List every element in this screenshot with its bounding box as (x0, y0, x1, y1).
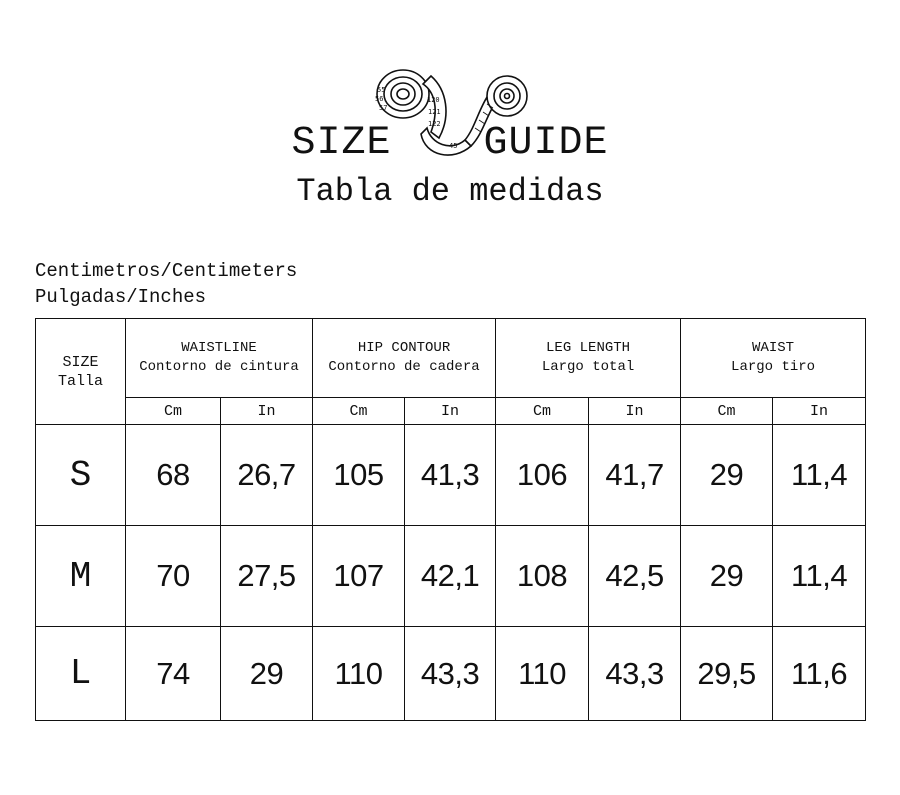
group-header-es: Contorno de cadera (328, 359, 480, 375)
group-header-en: WAIST (752, 340, 795, 356)
size-header-es: Talla (57, 372, 103, 390)
table-cell: 105 (313, 425, 405, 526)
tape-number: 121 (428, 108, 441, 116)
unit-header-in: In (589, 398, 681, 425)
units-note-centimeters: Centimetros/Centimeters (35, 260, 298, 282)
size-header-en: SIZE (62, 353, 99, 371)
unit-header-in: In (405, 398, 496, 425)
group-header-hip-contour (313, 319, 496, 398)
table-cell: 74 (126, 627, 221, 721)
table-cell: 106 (496, 425, 589, 526)
group-header-es: Largo tiro (731, 359, 816, 375)
table-cell: 42,1 (405, 526, 496, 627)
tape-number: 56 (375, 95, 384, 103)
table-cell: 41,7 (589, 425, 681, 526)
group-header-waist (681, 319, 866, 398)
size-column-header (36, 319, 126, 425)
page-subtitle: Tabla de medidas (296, 173, 604, 210)
group-header-es: Largo total (541, 359, 635, 375)
table-row (36, 526, 866, 627)
size-label: L (36, 627, 126, 721)
table-row (36, 425, 866, 526)
table-cell: 110 (496, 627, 589, 721)
title-size: SIZE (291, 121, 392, 166)
title-guide: GUIDE (483, 121, 609, 166)
table-cell: 70 (126, 526, 221, 627)
table-cell: 26,7 (221, 425, 313, 526)
table-cell: 29 (681, 526, 773, 627)
units-note-inches: Pulgadas/Inches (35, 286, 207, 308)
group-header-leg-length (496, 319, 681, 398)
table-cell: 43,3 (405, 627, 496, 721)
table-row (36, 627, 866, 721)
page-title (0, 120, 900, 168)
table-cell: 29 (221, 627, 313, 721)
table-cell: 11,4 (773, 425, 866, 526)
unit-header-in: In (221, 398, 313, 425)
table-cell: 27,5 (221, 526, 313, 627)
unit-header-cm: Cm (496, 398, 589, 425)
unit-header-cm: Cm (313, 398, 405, 425)
table-cell: 68 (126, 425, 221, 526)
table-cell: 11,6 (773, 627, 866, 721)
tape-number: 57 (379, 104, 388, 112)
table-cell: 107 (313, 526, 405, 627)
unit-header-in: In (773, 398, 866, 425)
size-label: M (36, 526, 126, 627)
group-header-en: HIP CONTOUR (357, 340, 451, 356)
group-header-waistline (126, 319, 313, 398)
unit-header-cm: Cm (126, 398, 221, 425)
group-header-en: LEG LENGTH (546, 340, 631, 356)
group-header-en: WAISTLINE (181, 340, 257, 356)
table-cell: 110 (313, 627, 405, 721)
table-cell: 11,4 (773, 526, 866, 627)
table-cell: 43,3 (589, 627, 681, 721)
size-table (35, 318, 866, 721)
tape-number: 122 (428, 120, 441, 128)
table-cell: 29 (681, 425, 773, 526)
table-cell: 108 (496, 526, 589, 627)
table-cell: 41,3 (405, 425, 496, 526)
unit-header-cm: Cm (681, 398, 773, 425)
table-cell: 42,5 (589, 526, 681, 627)
tape-number: 55 (377, 86, 386, 94)
tape-number: 120 (427, 96, 440, 104)
group-header-es: Contorno de cintura (139, 359, 299, 375)
tape-number: 45 (449, 142, 458, 150)
size-label: S (36, 425, 126, 526)
table-cell: 29,5 (681, 627, 773, 721)
